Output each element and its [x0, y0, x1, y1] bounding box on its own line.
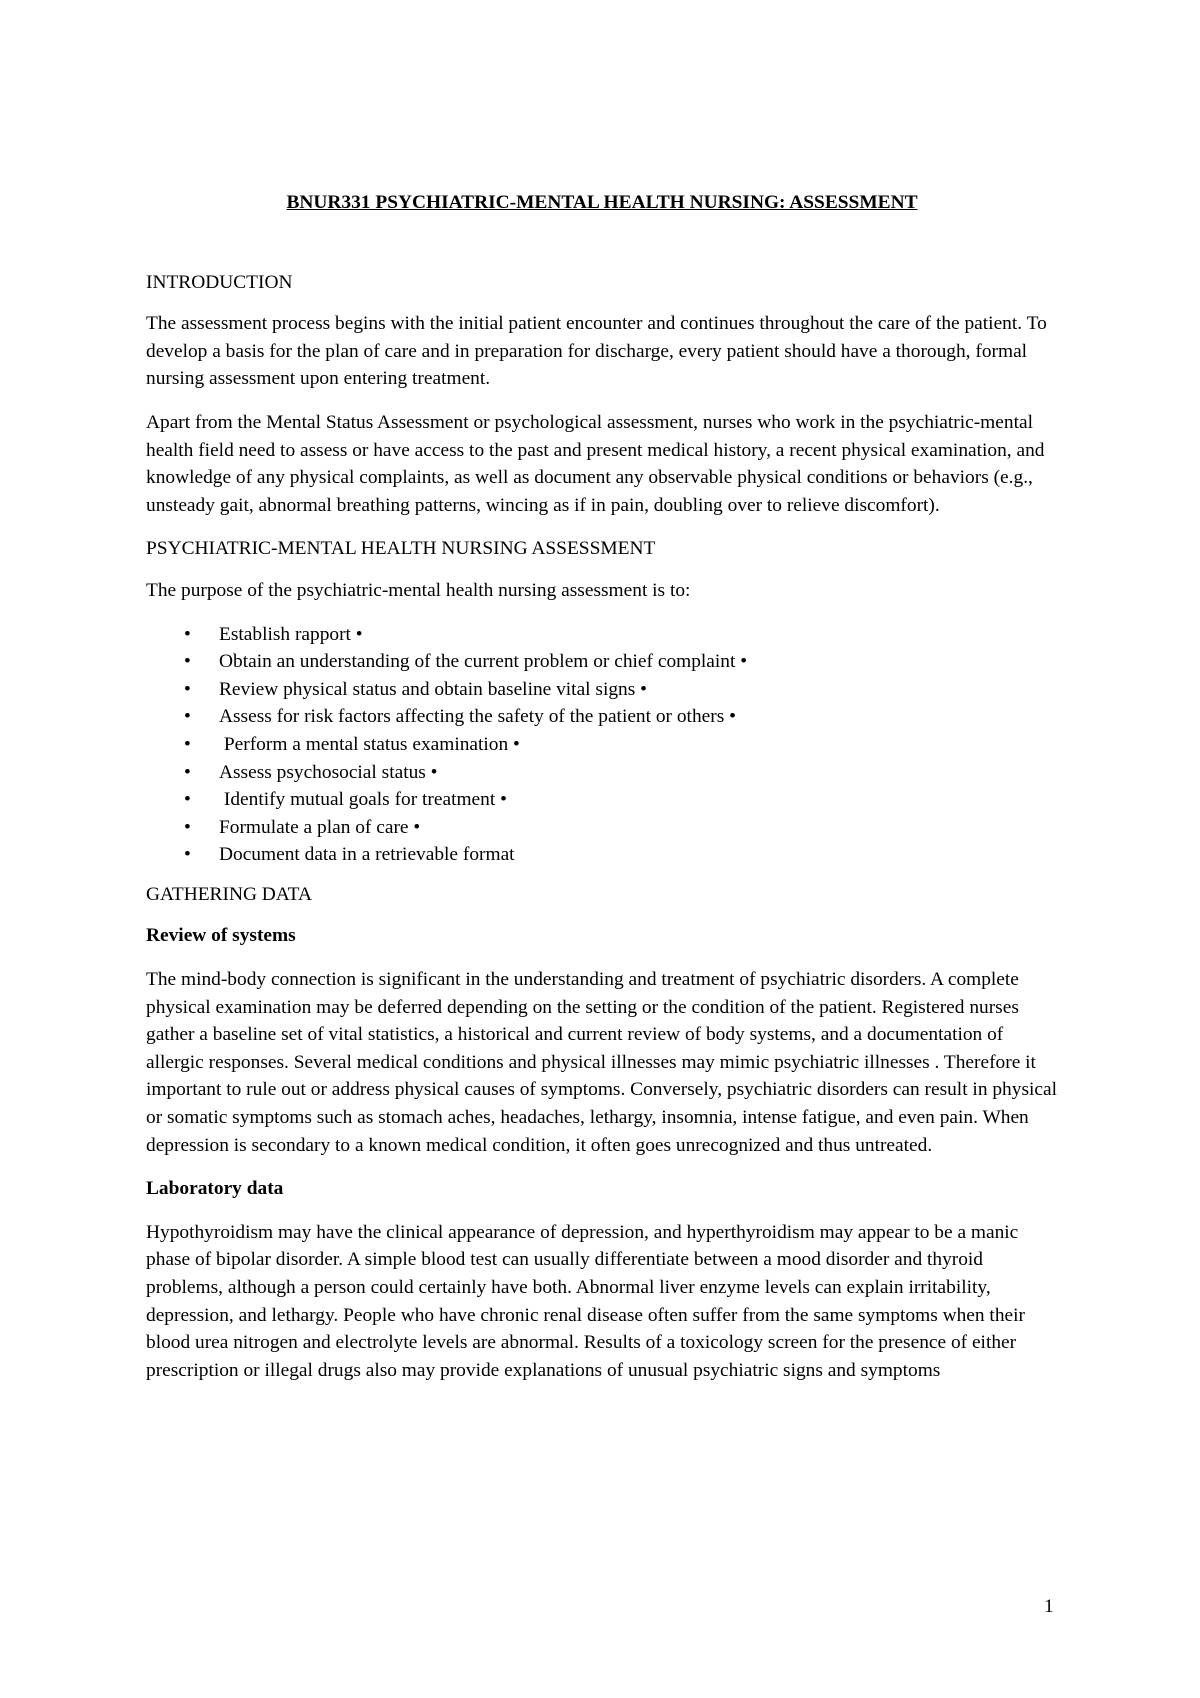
- bullet-item: [146, 676, 1058, 704]
- subheading-review-of-systems: Review of systems: [146, 925, 296, 947]
- bullet-item: [146, 841, 1058, 869]
- section-heading-assessment: PSYCHIATRIC-MENTAL HEALTH NURSING ASSESSMENT: [146, 538, 656, 560]
- bullet-icon: •: [184, 623, 191, 645]
- bullet-text: Review physical status and obtain baseline vital signs •: [219, 678, 647, 700]
- bullet-item: [146, 648, 1058, 676]
- page-number: 1: [1044, 1596, 1054, 1617]
- section-heading-gathering-data: GATHERING DATA: [146, 883, 312, 905]
- intro-paragraph-2: Apart from the Mental Status Assessment or psychological assessment, nurses who work in the psychiatric-mental health field need to assess or have access to the past and present medical history, a recent physical examination, and knowledge of any physical complaints, as well as document any observable physical conditions or behaviors (e.g., unsteady gait, abnormal breathing patterns, wincing as if in pain, doubling over to relieve discomfort).: [146, 411, 1045, 516]
- bullet-text: Identify mutual goals for treatment •: [219, 789, 507, 811]
- bullet-icon: •: [184, 733, 191, 755]
- document-title: BNUR331 PSYCHIATRIC-MENTAL HEALTH NURSING: ASSESSMENT: [286, 192, 918, 213]
- bullet-item: [146, 786, 1058, 814]
- bullet-text: Perform a mental status examination •: [219, 733, 520, 755]
- bullet-item: [146, 814, 1058, 842]
- bullet-item: [146, 759, 1058, 787]
- bullet-text: Obtain an understanding of the current problem or chief complaint •: [219, 651, 748, 673]
- subheading-laboratory-data: Laboratory data: [146, 1178, 284, 1200]
- bullet-text: Formulate a plan of care •: [219, 816, 421, 838]
- bullet-icon: •: [184, 761, 191, 783]
- purpose-bullet-list: [146, 621, 1058, 869]
- bullet-icon: •: [184, 651, 191, 673]
- purpose-paragraph: The purpose of the psychiatric-mental health nursing assessment is to:: [146, 579, 691, 601]
- section-heading-introduction: INTRODUCTION: [146, 271, 293, 293]
- review-paragraph: The mind-body connection is significant in the understanding and treatment of psychiatric disorders. A complete physical examination may be deferred depending on the setting or the condition of the patient. Registered nurses gather a baseline set of vital statistics, a historical and current review of body systems, and a documentation of allergic responses. Several medical conditions and physical illnesses may mimic psychiatric illnesses . Therefore it important to rule out or address physical causes of symptoms. Conversely, psychiatric disorders can result in physical or somatic symptoms such as stomach aches, headaches, lethargy, insomnia, intense fatigue, and even pain. When depression is secondary to a known medical condition, it often goes unrecognized and thus untreated.: [146, 969, 1057, 1156]
- bullet-text: Assess psychosocial status •: [219, 761, 438, 783]
- intro-paragraph-1: The assessment process begins with the initial patient encounter and continues throughout the care of the patient. To develop a basis for the plan of care and in preparation for discharge, every patient should have a thorough, formal nursing assessment upon entering treatment.: [146, 313, 1047, 390]
- bullet-icon: •: [184, 789, 191, 811]
- bullet-icon: •: [184, 816, 191, 838]
- bullet-icon: •: [184, 678, 191, 700]
- bullet-text: Assess for risk factors affecting the safety of the patient or others •: [219, 706, 736, 728]
- bullet-item: [146, 731, 1058, 759]
- document-body: [146, 189, 1058, 1400]
- lab-paragraph: Hypothyroidism may have the clinical appearance of depression, and hyperthyroidism may appear to be a manic phase of bipolar disorder. A simple blood test can usually differentiate between a mood disorder and thyroid problems, although a person could certainly have both. Abnormal liver enzyme levels can explain irritability, depression, and lethargy. People who have chronic renal disease often suffer from the same symptoms when their blood urea nitrogen and electrolyte levels are abnormal. Results of a toxicology screen for the presence of either prescription or illegal drugs also may provide explanations of unusual psychiatric signs and symptoms: [146, 1221, 1025, 1381]
- bullet-item: [146, 621, 1058, 649]
- bullet-icon: •: [184, 706, 191, 728]
- bullet-text: Document data in a retrievable format: [219, 844, 515, 866]
- bullet-text: Establish rapport •: [219, 623, 363, 645]
- bullet-icon: •: [184, 844, 191, 866]
- bullet-item: [146, 703, 1058, 731]
